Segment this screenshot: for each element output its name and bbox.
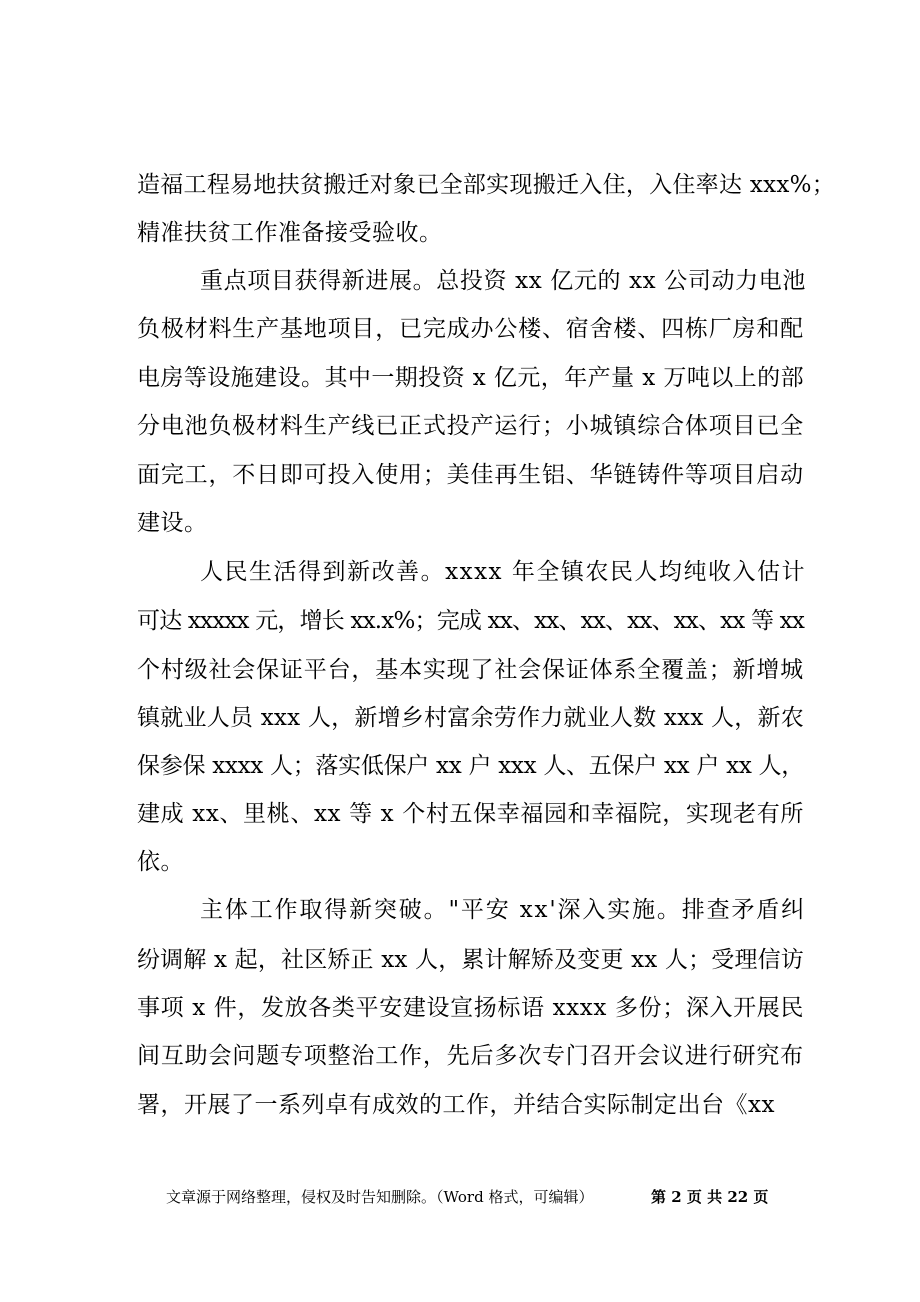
text-line: 可达 xxxxx 元，增长 xx.x%；完成 xx、xx、xx、xx、xx、xx 等 xx: [137, 608, 804, 634]
text-line: 建设。: [137, 510, 208, 536]
text-line: 负极材料生产基地项目，已完成办公楼、宿舍楼、四栋厂房和配: [137, 316, 804, 342]
footer-page-number: 第 2 页 共 22 页: [651, 1188, 769, 1206]
text-line: 署，开展了一系列卓有成效的工作，并结合实际制定出台《xx: [137, 1092, 775, 1118]
text-line: 面完工，不日即可投入使用；美佳再生铝、华链铸件等项目启动: [137, 462, 804, 488]
text-line: 电房等设施建设。其中一期投资 x 亿元，年产量 x 万吨以上的部: [137, 365, 804, 391]
text-line: 镇就业人员 xxx 人，新增乡村富余劳作力就业人数 xxx 人，新农: [137, 705, 804, 731]
text-line: 造福工程易地扶贫搬迁对象已全部实现搬迁入住，入住率达 xxx%；: [137, 172, 835, 198]
text-line: 重点项目获得新进展。总投资 xx 亿元的 xx 公司动力电池: [200, 268, 806, 294]
text-line: 主体工作取得新突破。"平安 xx'深入实施。排查矛盾纠: [200, 897, 806, 923]
text-line: 个村级社会保证平台，基本实现了社会保证体系全覆盖；新增城: [137, 657, 804, 683]
text-line: 保参保 xxxx 人；落实低保户 xx 户 xxx 人、五保户 xx 户 xx 人，: [137, 753, 804, 779]
text-line: 建成 xx、里桃、xx 等 x 个村五保幸福园和幸福院，实现老有所: [137, 801, 804, 827]
text-line: 事项 x 件，发放各类平安建设宣扬标语 xxxx 多份；深入开展民: [137, 995, 804, 1021]
text-line: 人民生活得到新改善。xxxx 年全镇农民人均纯收入估计: [200, 559, 806, 585]
text-line: 依。: [137, 849, 184, 875]
text-line: 间互助会问题专项整治工作，先后多次专门召开会议进行研究布: [137, 1043, 804, 1069]
text-line: 精准扶贫工作准备接受验收。: [137, 220, 443, 246]
text-line: 纷调解 x 起，社区矫正 xx 人，累计解矫及变更 xx 人；受理信访: [137, 947, 804, 973]
footer-source-note: 文章源于网络整理，侵权及时告知删除。（Word 格式，可编辑）: [166, 1188, 594, 1206]
text-line: 分电池负极材料生产线已正式投产运行；小城镇综合体项目已全: [137, 413, 804, 439]
